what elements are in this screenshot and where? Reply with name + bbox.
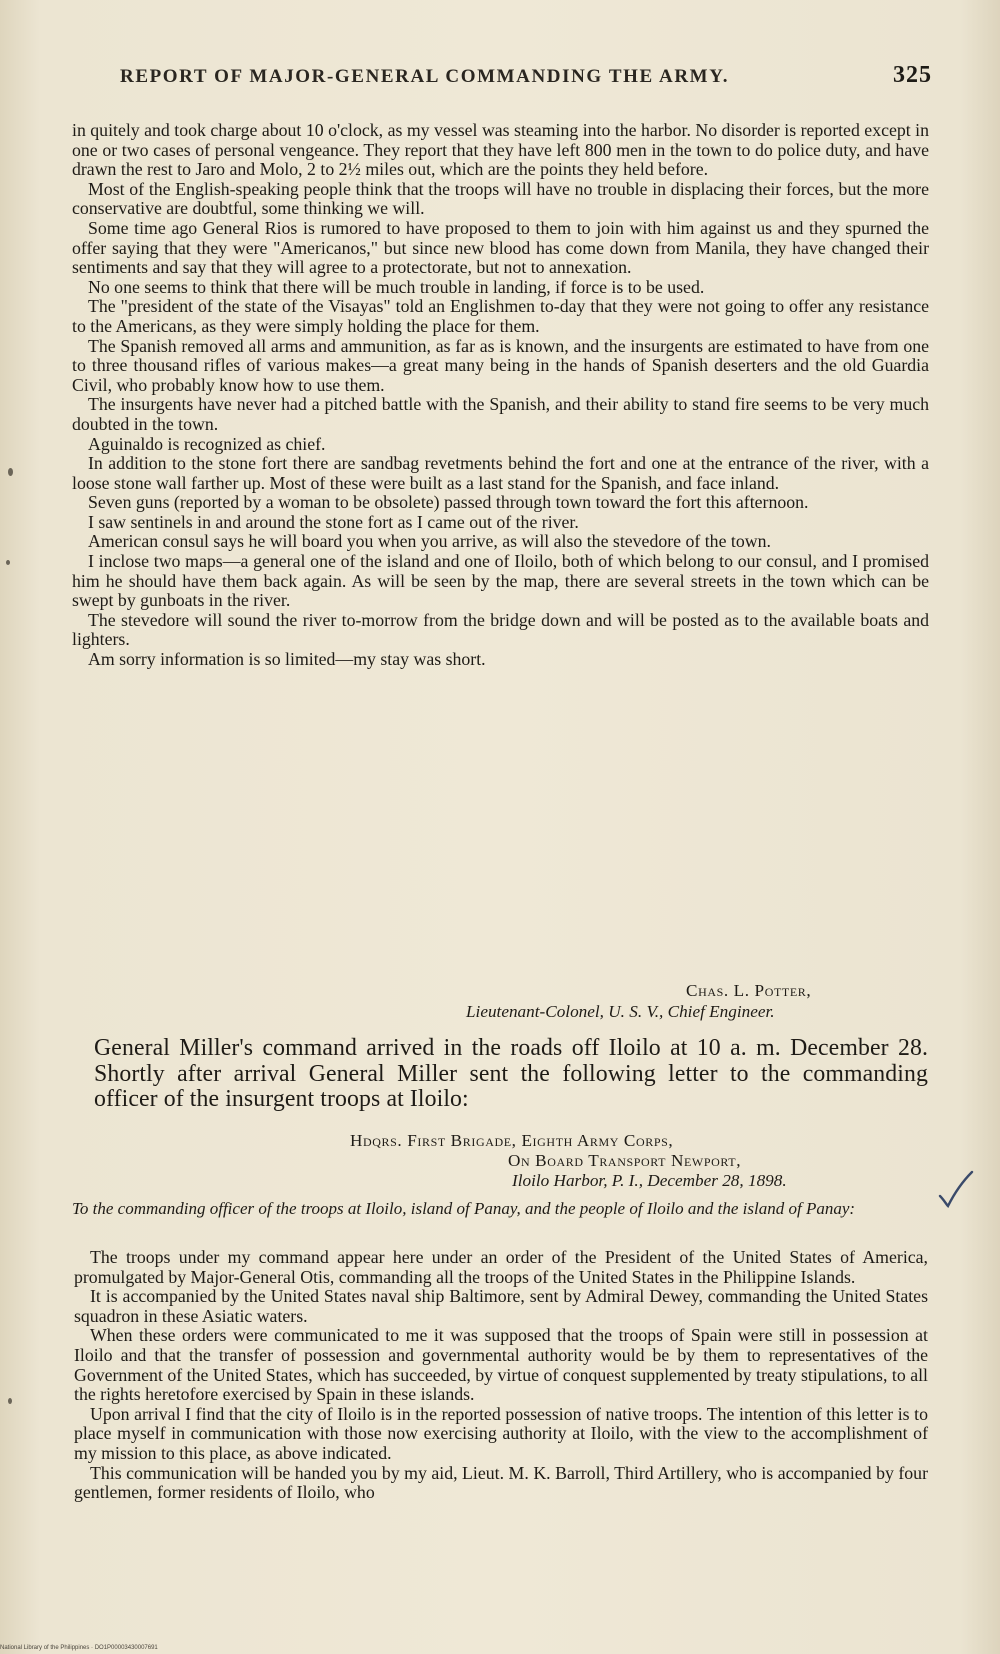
letter-body (74, 1248, 928, 1503)
report-paragraph: American consul says he will board you when you arrive, as will also the stevedore of the town. (88, 531, 771, 552)
report-paragraph: No one seems to think that there will be much trouble in landing, if force is to be used. (88, 276, 705, 297)
report-paragraph: The stevedore will sound the river to-morrow from the bridge down and will be posted as to the available boats and lighters. (72, 609, 929, 650)
margin-mark (8, 468, 13, 476)
report-paragraph: in quitely and took charge about 10 o'clock, as my vessel was steaming into the harbor. No disorder is reported except in one or two cases of personal vengeance. They report that they have left 800 men in the town to do police duty, and have drawn the rest to Jaro and Molo, 2 to 2½ miles out, which are the points they held before. (72, 120, 929, 180)
check-mark-icon (938, 1170, 974, 1208)
report-paragraph: Seven guns (reported by a woman to be obsolete) passed through town toward the fort this afternoon. (88, 492, 809, 513)
report-paragraph: The "president of the state of the Visayas" told an Englishmen to-day that they were not going to offer any resistance to the Americans, as they were simply holding the place for them. (72, 296, 929, 336)
letter-paragraph: This communication will be handed you by my aid, Lieut. M. K. Barroll, Third Artillery, who is accompanied by four gentlemen, former residents of Iloilo, who (74, 1462, 928, 1503)
letter-heading-line-2: On Board Transport Newport, (508, 1151, 742, 1170)
signature-name: Chas. L. Potter, (686, 981, 812, 1000)
page-header (120, 62, 932, 92)
letter-heading-line-1: Hdqrs. First Brigade, Eighth Army Corps, (350, 1131, 674, 1150)
letter-heading-line-3: Iloilo Harbor, P. I., December 28, 1898. (512, 1171, 787, 1190)
letter-paragraph: Upon arrival I find that the city of Iloilo is in the reported possession of native troops. The intention of this letter is to place myself in communication with those now exercising authority at Iloilo, with the view to the accomplishment of my mission to this place, as above indicated. (74, 1403, 928, 1463)
letter-paragraph: When these orders were communicated to me it was supposed that the troops of Spain were still in possession at Iloilo and that the transfer of possession and governmental authority would be by them to representatives of the Government of the United States, which has succeeded, by virtue of conquest supplemented by treaty stipulations, to all the rights heretofore exercised by Spain in these islands. (74, 1325, 928, 1405)
report-paragraph: Most of the English-speaking people think that the troops will have no trouble in displacing their forces, but the more conservative are doubtful, some thinking we will. (72, 178, 929, 219)
report-paragraph: The insurgents have never had a pitched battle with the Spanish, and their ability to stand fire seems to be very much doubted in the town. (72, 394, 929, 434)
narrative-paragraph: General Miller's command arrived in the roads off Iloilo at 10 a. m. December 28. Shortly after arrival General Miller sent the following letter to the commanding officer of the insurgent troops at Iloilo: (94, 1035, 928, 1112)
running-head: REPORT OF MAJOR-GENERAL COMMANDING THE ARMY. (120, 66, 730, 87)
margin-mark (6, 560, 10, 565)
report-paragraph: I saw sentinels in and around the stone fort as I came out of the river. (88, 511, 579, 532)
report-paragraph: In addition to the stone fort there are sandbag revetments behind the fort and one at the entrance of the river, with a loose stone wall farther up. Most of these were built as a last stand for the Spanish, and face inland. (72, 453, 929, 493)
margin-mark (8, 1398, 12, 1404)
report-paragraph: The Spanish removed all arms and ammunition, as far as is known, and the insurgents are estimated to have from one to three thousand rifles of various makes—a great many being in the hands of Spanish deserters and the old Guardia Civil, who probably know how to use them. (72, 335, 929, 395)
report-paragraph: Aguinaldo is recognized as chief. (88, 433, 326, 454)
report-paragraph: I inclose two maps—a general one of the island and one of Iloilo, both of which belong to our consul, and I promised him he should have them back again. As will be seen by the map, there are several streets in the town which can be swept by gunboats in the river. (72, 551, 929, 611)
page-number: 325 (893, 62, 932, 88)
report-body (72, 121, 929, 670)
signature-title: Lieutenant-Colonel, U. S. V., Chief Engineer. (466, 1002, 775, 1021)
letter-paragraph: The troops under my command appear here under an order of the President of the United States of America, promulgated by Major-General Otis, commanding all the troops of the United States in the Philippine Islands. (74, 1247, 928, 1287)
letter-paragraph: It is accompanied by the United States naval ship Baltimore, sent by Admiral Dewey, commanding the United States squadron in these Asiatic waters. (74, 1286, 928, 1326)
footer-credit: National Library of the Philippines · DO1P00003430007691 (0, 1645, 158, 1651)
report-paragraph: Some time ago General Rios is rumored to have proposed to them to join with him against us and they spurned the offer saying that they were "Americanos," but since new blood has come down from Manila, they have changed their sentiments and say that they will agree to a protectorate, but not to annexation. (72, 217, 929, 278)
salutation-text: To the commanding officer of the troops at Iloilo, island of Panay, and the people of Iloilo and the island of Panay: (72, 1199, 856, 1218)
letter-salutation (72, 1199, 915, 1219)
report-paragraph: Am sorry information is so limited—my stay was short. (88, 649, 486, 670)
